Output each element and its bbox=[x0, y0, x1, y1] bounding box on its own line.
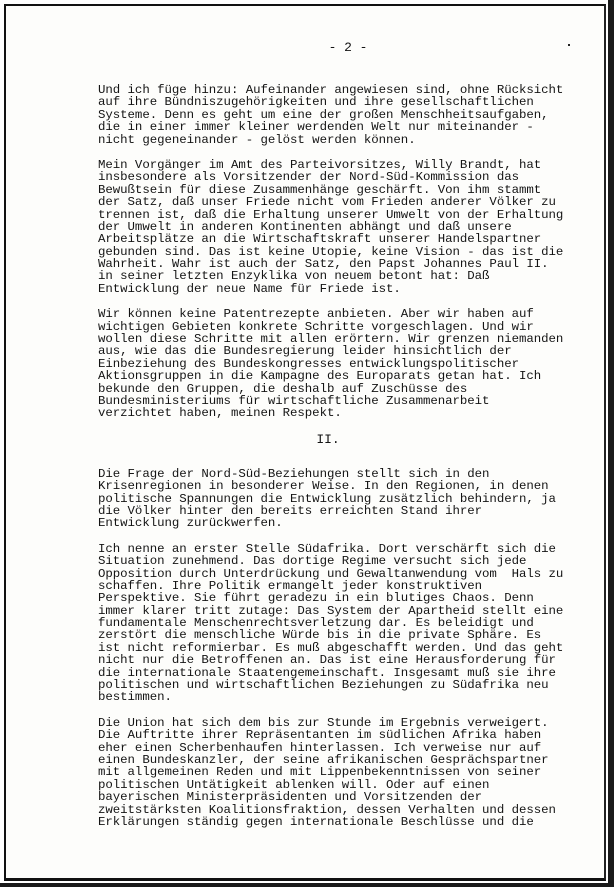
paragraph bbox=[98, 307, 564, 421]
text-line: der Satz, daß unser Friede nicht vom Frieden anderer Völker zu bbox=[98, 195, 556, 210]
paragraph bbox=[98, 157, 564, 296]
text-line: Die Frage der Nord-Süd-Beziehungen stellt sich in den bbox=[98, 466, 490, 481]
text-line: Bewußtsein für diese Zusammenhänge geschärft. Von ihm stammt bbox=[98, 182, 542, 197]
text-line: zerstört die menschliche Würde bis in die private Sphäre. Es bbox=[98, 628, 542, 643]
text-line: Erklärungen ständig gegen internationale Beschlüsse und die bbox=[98, 814, 534, 829]
text-line: bekunde den Gruppen, die deshalb auf Zuschüsse des bbox=[98, 381, 468, 396]
text-line: nicht gegeneinander - gelöst werden können. bbox=[98, 132, 416, 147]
section-heading: II. bbox=[316, 431, 340, 447]
text-line: die Völker hinter den bereits erreichten Stand ihrer bbox=[98, 503, 483, 518]
text-line: insbesondere als Vorsitzender der Nord-Süd-Kommission das bbox=[98, 170, 519, 185]
corner-mark bbox=[568, 44, 570, 46]
text-line: politischen und wirtschaftlichen Beziehungen zu Südafrika neu bbox=[98, 678, 549, 693]
paragraph bbox=[98, 717, 558, 829]
text-line: Aktionsgruppen in die Kampagne des Europarats getan hat. Ich bbox=[98, 369, 542, 384]
text-line: die internationale Staatengemeinschaft. Insgesamt muß sie ihre bbox=[98, 665, 556, 680]
text-line: bayerischen Ministerpräsidenten und Vorsitzenden der bbox=[98, 790, 483, 805]
text-line: eher einen Scherbenhaufen hinterlassen. Ich verweise nur auf bbox=[98, 740, 542, 755]
text-line: Und ich füge hinzu: Aufeinander angewiesen sind, ohne Rücksicht bbox=[98, 83, 564, 97]
text-line: Mein Vorgänger im Amt des Parteivorsitzes, Willy Brandt, hat bbox=[98, 157, 542, 172]
document-body bbox=[98, 40, 564, 841]
text-line: Entwicklung der neue Name für Friede ist. bbox=[98, 281, 401, 296]
text-line: verzichtet haben, meinen Respekt. bbox=[98, 406, 342, 421]
text-line: schaffen. Ihre Politik ermangelt jeder konstruktiven bbox=[98, 578, 483, 593]
text-line: die in einer immer kleiner werdenden Welt nur miteinander - bbox=[98, 120, 534, 135]
text-block-part-2 bbox=[98, 466, 564, 829]
text-line: in seiner letzten Enzyklika von neuem betont hat: Daß bbox=[98, 269, 490, 284]
text-line: Einbeziehung des Bundeskongresses entwicklungspolitischer bbox=[98, 356, 519, 371]
text-line: zweitstärksten Koalitionsfraktion, dessen Verhalten und dessen bbox=[98, 802, 556, 817]
text-line: Krisenregionen in besonderer Weise. In den Regionen, in denen bbox=[98, 479, 549, 494]
text-line: wollen diese Schritte mit allen erörtern. Wir grenzen niemanden bbox=[98, 332, 564, 347]
text-line: einen Bundeskanzler, der seine afrikanischen Gesprächspartner bbox=[98, 752, 549, 767]
text-line: Opposition durch Unterdrückung und Gewaltanwendung vom Hals zu bbox=[98, 566, 564, 581]
text-line: Wahrheit. Wahr ist auch der Satz, den Papst Johannes Paul II. bbox=[98, 257, 549, 272]
scan-border-bottom bbox=[0, 883, 614, 887]
text-line: aus, wie das die Bundesregierung leider hinsichtlich der bbox=[98, 344, 512, 359]
page-number: - 2 - bbox=[328, 40, 368, 55]
text-line: ist nicht reformierbar. Es muß abgeschafft werden. Und das geht bbox=[98, 640, 564, 655]
text-line: der Umwelt in anderen Kontinenten abhängt und daß unsere bbox=[98, 219, 512, 234]
text-line: auf ihre Bündniszugehörigkeiten und ihre gesellschaftlichen bbox=[98, 95, 534, 110]
scan-border-right bbox=[608, 0, 614, 887]
text-line: Arbeitsplätze an die Wirtschaftskraft unserer Handelspartner bbox=[98, 232, 542, 247]
text-line: fundamentale Menschenrechtsverletzung dar. Es beleidigt und bbox=[98, 616, 534, 631]
text-line: Die Union hat sich dem bis zur Stunde im Ergebnis verweigert. bbox=[98, 715, 549, 730]
text-line: mit allgemeinen Reden und mit Lippenbekenntnissen von seiner bbox=[98, 765, 542, 780]
text-line: nicht nur die Betroffenen an. Das ist eine Herausforderung für bbox=[98, 653, 556, 668]
text-line: politische Spannungen die Entwicklung zusätzlich behindern, ja bbox=[98, 491, 556, 506]
text-line: trennen ist, daß die Erhaltung unserer Umwelt von der Erhaltung bbox=[98, 207, 564, 222]
text-line: gebunden sind. Das ist keine Utopie, keine Vision - das ist die bbox=[98, 244, 564, 259]
text-line: Wir können keine Patentrezepte anbieten. Aber wir haben auf bbox=[98, 307, 534, 322]
text-line: politischen Untätigkeit ablenken will. Oder auf einen bbox=[98, 777, 490, 792]
text-block-part-1 bbox=[98, 83, 564, 421]
text-line: Perspektive. Sie führt geradezu in ein blutiges Chaos. Denn bbox=[98, 591, 534, 606]
paragraph bbox=[98, 468, 558, 530]
text-line: Die Auftritte ihrer Repräsentanten im südlichen Afrika haben bbox=[98, 728, 542, 743]
text-line: Entwicklung zurückwerfen. bbox=[98, 516, 283, 531]
text-line: Systeme. Denn es geht um eine der großen Menschheitsaufgaben, bbox=[98, 107, 549, 122]
text-line: immer klarer tritt zutage: Das System der Apartheid stellt eine bbox=[98, 603, 564, 618]
text-line: Bundesministeriums für wirtschaftliche Zusammenarbeit bbox=[98, 393, 490, 408]
paragraph bbox=[98, 83, 564, 147]
paragraph bbox=[98, 541, 564, 705]
text-line: Situation zunehmend. Das dortige Regime versucht sich jede bbox=[98, 554, 527, 569]
text-line: Ich nenne an erster Stelle Südafrika. Dort verschärft sich die bbox=[98, 541, 556, 556]
text-line: wichtigen Gebieten konkrete Schritte vorgeschlagen. Und wir bbox=[98, 319, 534, 334]
text-line: bestimmen. bbox=[98, 690, 172, 705]
